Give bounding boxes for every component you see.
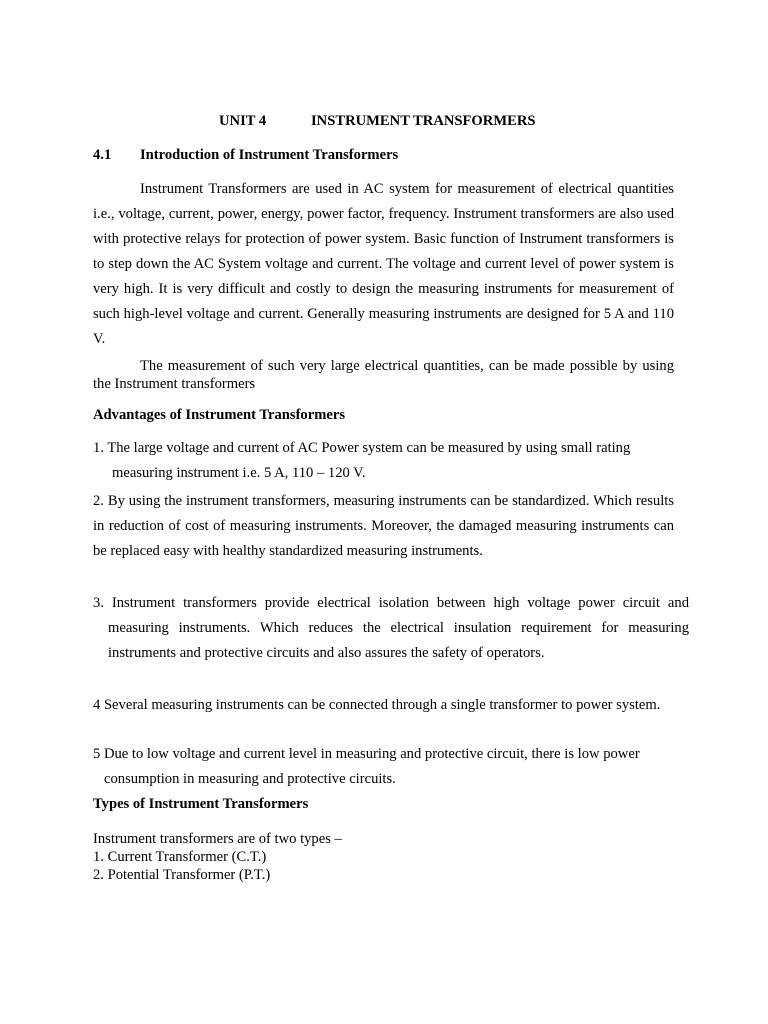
intro-paragraph-1: Instrument Transformers are used in AC system for measurement of electrical quantities i.e., voltage, current, power, energy, power factor, frequency. Instrument transformers are also used with protective relays for protection of power system. Basic function of Instrument transformers is to step down the AC System voltage and current. The voltage and current level of power system is very high. It is very difficult and costly to design the measuring instruments for measurement of such high-level voltage and current. Generally measuring instruments are designed for 5 A and 110 V. [93,181,674,347]
section-heading [93,147,398,164]
types-intro: Instrument transformers are of two types – [93,831,342,847]
unit-number: UNIT 4 [219,113,267,129]
types-heading: Types of Instrument Transformers [93,796,309,812]
advantages-heading: Advantages of Instrument Transformers [93,407,345,423]
advantage-item-4: 4 Several measuring instruments can be connected through a single transformer to power system. [93,697,661,713]
section-title: Introduction of Instrument Transformers [140,147,399,163]
advantage-item-2: 2. By using the instrument transformers, measuring instruments can be standardized. Which results in reduction of cost of measuring instruments. Moreover, the damaged measuring instruments can be replaced easy with healthy standardized measuring instruments. [93,493,674,559]
unit-title [219,113,536,130]
type-item-current-transformer: 1. Current Transformer (C.T.) [93,849,267,865]
intro-paragraph-2: The measurement of such very large electrical quantities, can be made possible by using the Instrument transformers [93,358,674,392]
advantage-item-3: 3. Instrument transformers provide electrical isolation between high voltage power circuit and measuring instruments. Which reduces the electrical insulation requirement for measuring instruments and protective circuits and also assures the safety of operators. [93,595,689,661]
types-list [93,830,674,884]
advantage-item-1: 1. The large voltage and current of AC Power system can be measured by using small rating measuring instrument i.e. 5 A, 110 – 120 V. [93,440,631,481]
unit-name: INSTRUMENT TRANSFORMERS [311,113,536,129]
advantage-item-5: 5 Due to low voltage and current level in measuring and protective circuit, there is low power consumption in measuring and protective circuits. [93,746,640,787]
section-number: 4.1 [93,147,112,163]
type-item-potential-transformer: 2. Potential Transformer (P.T.) [93,867,271,883]
